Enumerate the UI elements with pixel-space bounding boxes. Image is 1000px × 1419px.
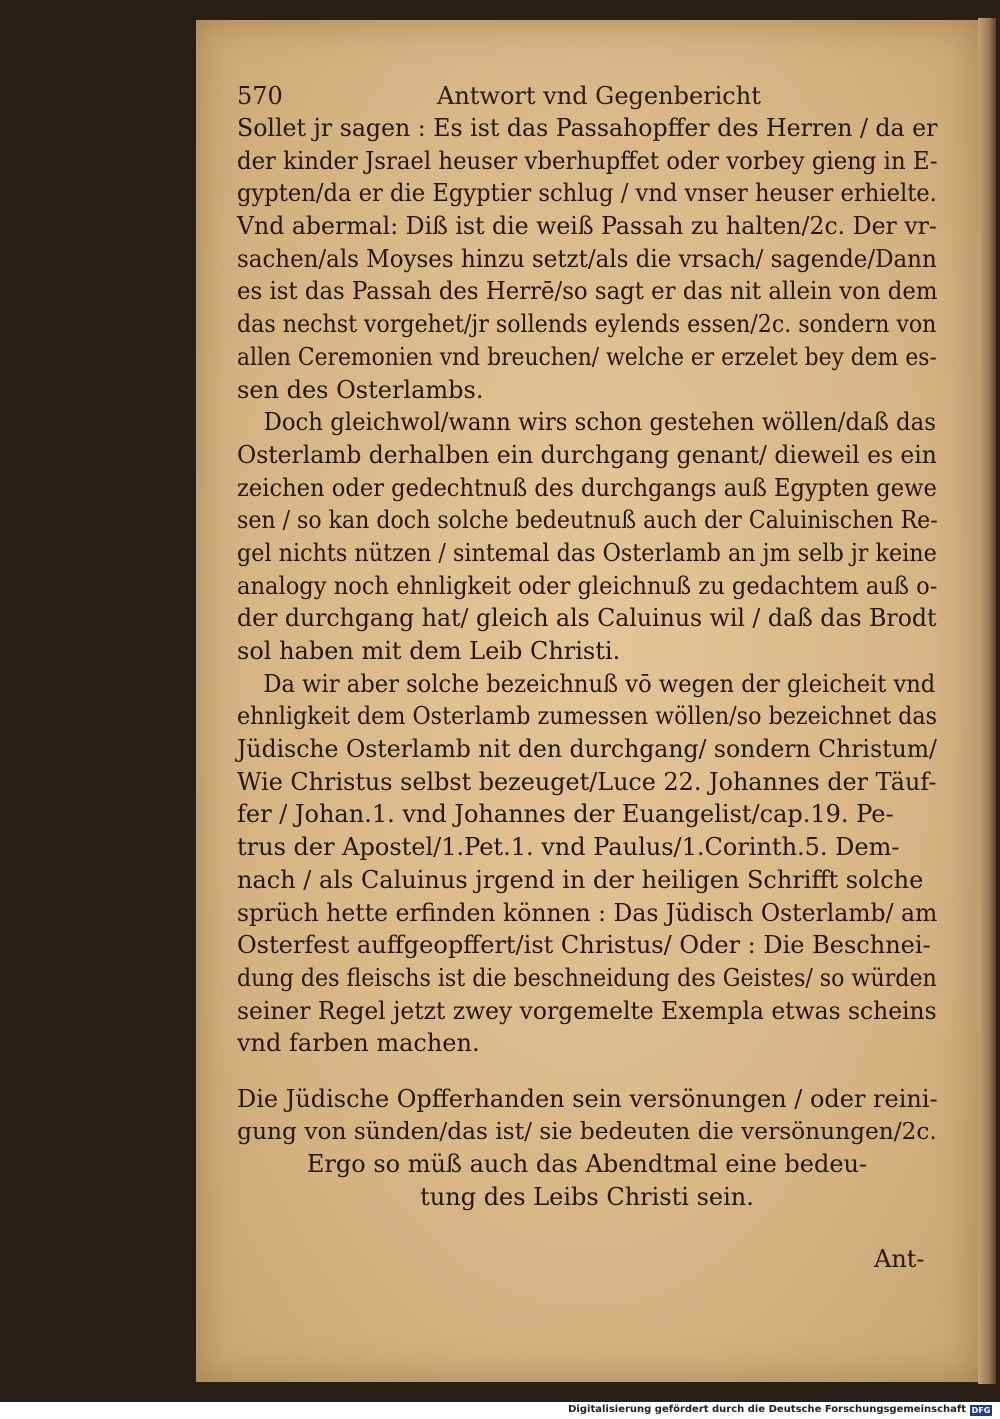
page-number: 570 bbox=[237, 82, 283, 110]
text-line: Osterlamb derhalben ein durchgang genant/ dieweil es ein bbox=[237, 440, 937, 469]
text-line: seiner Regel jetzt zwey vorgemelte Exempla etwas scheins bbox=[237, 996, 937, 1025]
paragraph-2 bbox=[237, 406, 937, 668]
text-line: sen des Osterlambs. bbox=[237, 375, 484, 404]
running-header bbox=[237, 82, 937, 112]
text-line: sen / so kan doch solche bedeutnuß auch der Caluinischen Re- bbox=[237, 506, 938, 535]
text-line: trus der Apostel/1.Pet.1. vnd Paulus/1.Corinth.5. Dem- bbox=[237, 833, 900, 862]
heading-line: Die Jüdische Opfferhanden sein versönungen / oder reini- bbox=[237, 1085, 938, 1113]
text-line: vnd farben machen. bbox=[237, 1029, 480, 1058]
text-line: das nechst vorgehet/jr sollends eylends essen/2c. sondern von bbox=[237, 310, 937, 339]
text-line: Sollet jr sagen : Es ist das Passahopffer des Herren / da er bbox=[237, 114, 938, 142]
section-heading bbox=[237, 1083, 937, 1213]
text-line: nach / als Caluinus jrgend in der heiligen Schrifft solche bbox=[237, 865, 924, 894]
text-line: Osterfest auffgeopffert/ist Christus/ Oder : Die Beschnei- bbox=[237, 931, 931, 960]
heading-line: gung von sünden/das ist/ sie bedeuten die versönungen/2c. bbox=[237, 1117, 937, 1145]
text-line: sprüch hette erfinden können : Das Jüdisch Osterlamb/ am bbox=[237, 898, 938, 927]
page-edge bbox=[978, 18, 996, 1384]
dfg-logo: DFG bbox=[971, 1406, 991, 1415]
text-line: es ist das Passah des Herrē/so sagt er das nit allein von dem bbox=[237, 277, 938, 306]
body-text bbox=[237, 112, 937, 1060]
text-line: Jüdische Osterlamb nit den durchgang/ sondern Christum/ bbox=[237, 735, 937, 764]
text-line: Doch gleichwol/wann wirs schon gestehen wöllen/daß das bbox=[263, 408, 936, 437]
text-line: dung des fleischs ist die beschneidung des Geistes/ so würden bbox=[237, 963, 937, 992]
text-line: gel nichts nützen / sintemal das Osterlamb an jm selb jr keine bbox=[237, 538, 937, 567]
text-line: analogy noch ehnligkeit oder gleichnuß zu gedachtem auß o- bbox=[237, 571, 938, 600]
text-line: gypten/da er die Egyptier schlug / vnd vnser heuser erhielte. bbox=[237, 179, 937, 208]
paragraph-3 bbox=[237, 668, 937, 1060]
text-line: fer / Johan.1. vnd Johannes der Euangelist/cap.19. Pe- bbox=[237, 800, 894, 829]
running-title: Antwort vnd Gegenbericht bbox=[437, 82, 761, 110]
text-line: Wie Christus selbst bezeuget/Luce 22. Johannes der Täuf- bbox=[237, 767, 937, 796]
text-line: ehnligkeit dem Osterlamb zumessen wöllen/so bezeichnet das bbox=[237, 702, 937, 731]
catchword: Ant- bbox=[874, 1245, 925, 1273]
text-line: allen Ceremonien vnd breuchen/ welche er erzelet bey dem es- bbox=[237, 342, 937, 371]
heading-line: Ergo so müß auch das Abendtmal eine bedeu- bbox=[306, 1150, 868, 1178]
text-line: der kinder Jsrael heuser vberhupffet oder vorbey gieng in E- bbox=[237, 146, 938, 175]
text-line: zeichen oder gedechtnuß des durchgangs auß Egypten gewe bbox=[237, 473, 937, 502]
funding-credit: Digitalisierung gefördert durch die Deutsche Forschungsgemeinschaft bbox=[568, 1404, 966, 1415]
footer-bar bbox=[0, 1402, 1000, 1419]
heading-line: tung des Leibs Christi sein. bbox=[420, 1182, 754, 1211]
text-line: Vnd abermal: Diß ist die weiß Passah zu halten/2c. Der vr- bbox=[237, 212, 937, 241]
paragraph-1 bbox=[237, 112, 937, 406]
text-line: sol haben mit dem Leib Christi. bbox=[237, 637, 621, 665]
text-line: der durchgang hat/ gleich als Caluinus wil / daß das Brodt bbox=[237, 604, 937, 633]
text-line: sachen/als Moyses hinzu setzt/als die vrsach/ sagende/Dann bbox=[237, 244, 937, 273]
text-line: Da wir aber solche bezeichnuß vō wegen der gleicheit vnd bbox=[263, 669, 936, 698]
